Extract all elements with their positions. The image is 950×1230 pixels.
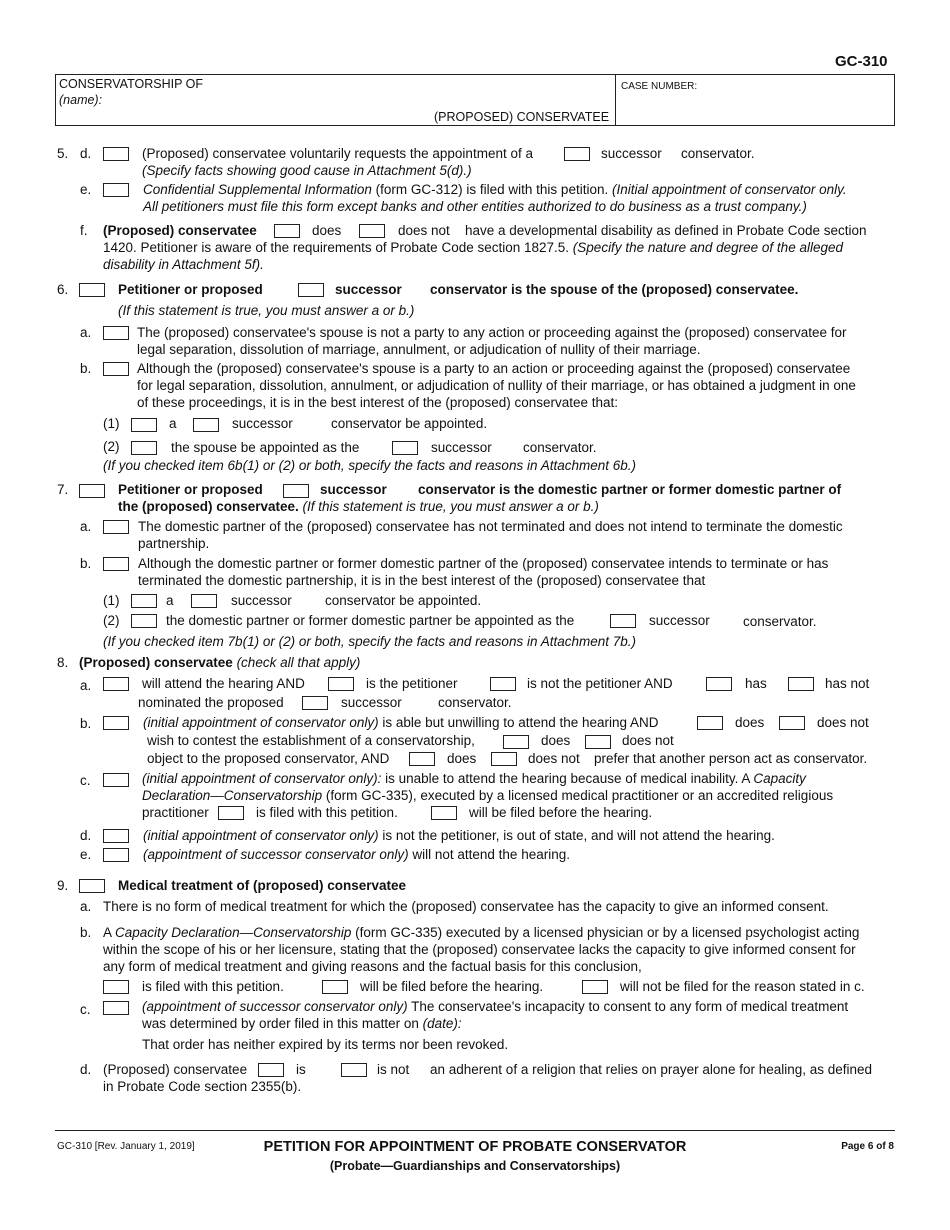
item-6b1-text: conservator be appointed. — [331, 416, 488, 431]
is-label: is — [296, 1062, 306, 1077]
item-5f-does-not-checkbox[interactable] — [359, 224, 385, 238]
item-6-successor-checkbox[interactable] — [298, 283, 324, 297]
item-5f-line3: disability in Attachment 5f). — [103, 257, 264, 272]
item-8a-checkbox[interactable] — [103, 677, 129, 691]
item-9c-line1 — [142, 999, 848, 1015]
item-5-number: 5. — [57, 146, 69, 161]
will-not-be-filed-label: will not be filed for the reason stated in c. — [620, 979, 865, 994]
item-7a-letter: a. — [80, 519, 92, 534]
item-8d-text — [143, 828, 775, 844]
item-8e-checkbox[interactable] — [103, 848, 129, 862]
has-label: has — [745, 676, 767, 691]
item-6a-letter: a. — [80, 325, 92, 340]
is-filed-label: is filed with this petition. — [142, 979, 284, 994]
will-be-filed-label: will be filed before the hearing. — [469, 805, 653, 820]
item-8d-letter: d. — [80, 828, 92, 843]
item-7b-checkbox[interactable] — [103, 557, 129, 571]
is-petitioner-label: is the petitioner — [366, 676, 458, 691]
item-9c-note: (appointment of successor conservator only) — [142, 999, 408, 1014]
item-6b-line3: of these proceedings, it is in the best interest of the (proposed) conservatee that: — [137, 395, 619, 410]
item-7a-line2: partnership. — [138, 536, 210, 551]
item-9b-will-file-checkbox[interactable] — [322, 980, 348, 994]
item-8c-letter: c. — [80, 773, 91, 788]
form-subtitle: (Probate—Guardianships and Conservatorships) — [329, 1159, 621, 1173]
item-7b1-text: conservator be appointed. — [325, 593, 482, 608]
article-a: a — [169, 416, 177, 431]
item-7b1-checkbox[interactable] — [131, 594, 157, 608]
item-6b2-text: the spouse be appointed as the — [171, 440, 360, 455]
item-8c-note: (initial appointment of conservator only): — [142, 771, 382, 786]
declaration-title: Declaration—Conservatorship — [142, 788, 323, 803]
successor-label: successor — [431, 440, 492, 455]
item-7b-line1: Although the domestic partner or former domestic partner of the (proposed) conservatee intends to terminate or has — [138, 556, 829, 571]
item-6-checkbox[interactable] — [79, 283, 105, 297]
item-7-number: 7. — [57, 482, 69, 497]
item-7a-checkbox[interactable] — [103, 520, 129, 534]
proposed-conservatee-label: (PROPOSED) CONSERVATEE — [434, 110, 610, 124]
item-8b-line3-end: prefer that another person act as conservator. — [594, 751, 868, 766]
item-5d-text: (Proposed) conservatee voluntarily requests the appointment of a — [142, 146, 533, 161]
item-7-heading-rest: conservator is the domestic partner or former domestic partner of — [418, 482, 842, 497]
item-5f-text: have a developmental disability as defined in Probate Code section — [465, 223, 867, 238]
successor-label: successor — [335, 282, 402, 297]
item-9c-letter: c. — [80, 1002, 91, 1017]
item-6a-line1: The (proposed) conservatee's spouse is not a party to any action or proceeding against the (proposed) conservatee for — [137, 325, 847, 340]
item-8b-text: is able but unwilling to attend the hearing AND — [378, 715, 659, 730]
item-7a-line1: The domestic partner of the (proposed) conservatee has not terminated and does not intend to terminate the domestic — [138, 519, 843, 534]
item-9b-line1 — [103, 925, 859, 941]
item-9c-line2-text: was determined by order filed in this matter on — [142, 1016, 423, 1031]
item-6-number: 6. — [57, 282, 69, 297]
item-5d-successor-checkbox[interactable] — [564, 147, 590, 161]
item-9d-line2: in Probate Code section 2355(b). — [103, 1079, 302, 1094]
does-not-label: does not — [398, 223, 450, 238]
item-6b1-successor-checkbox[interactable] — [193, 418, 219, 432]
item-9d-letter: d. — [80, 1062, 92, 1077]
csi-title: Confidential Supplemental Information — [143, 182, 372, 197]
item-6b2-number: (2) — [103, 439, 120, 454]
successor-label: successor — [341, 695, 402, 710]
item-8c-text: is unable to attend the hearing because of medical inability. A — [381, 771, 754, 786]
does-not-label: does not — [817, 715, 869, 730]
item-8c-filed-checkbox[interactable] — [218, 806, 244, 820]
conservatorship-label: CONSERVATORSHIP OF — [59, 77, 204, 91]
does-label: does — [447, 751, 477, 766]
item-7-heading: Petitioner or proposed — [118, 482, 263, 497]
item-6b2-successor-checkbox[interactable] — [392, 441, 418, 455]
item-5e-checkbox[interactable] — [103, 183, 129, 197]
item-9-checkbox[interactable] — [79, 879, 105, 893]
item-5d-letter: d. — [80, 146, 92, 161]
case-number-label: CASE NUMBER: — [621, 81, 698, 92]
item-8b-line3: object to the proposed conservator, AND — [147, 751, 390, 766]
item-8b-line2: wish to contest the establishment of a conservatorship, — [147, 733, 475, 748]
caption-divider — [615, 74, 616, 126]
does-label: does — [541, 733, 571, 748]
item-8a-letter: a. — [80, 678, 92, 693]
article-a: a — [166, 593, 174, 608]
item-9c-checkbox[interactable] — [103, 1001, 129, 1015]
date-field[interactable] — [490, 1014, 790, 1030]
item-8c-line1 — [142, 771, 806, 787]
case-number-field[interactable] — [621, 95, 886, 121]
item-9d-is-checkbox[interactable] — [258, 1063, 284, 1077]
item-7-checkbox[interactable] — [79, 484, 105, 498]
form-title: PETITION FOR APPOINTMENT OF PROBATE CONSERVATOR — [263, 1139, 687, 1155]
item-7-footnote: (If you checked item 7b(1) or (2) or both, specify the facts and reasons in Attachment 7b.) — [103, 634, 637, 649]
conservator-label: conservator. — [438, 695, 512, 710]
item-8c-checkbox[interactable] — [103, 773, 129, 787]
footer-rule — [55, 1130, 895, 1131]
item-8e-letter: e. — [80, 847, 92, 862]
item-5f-line2-note: (Specify the nature and degree of the alleged — [572, 240, 843, 255]
successor-label: successor — [601, 146, 662, 161]
item-8b-letter: b. — [80, 716, 92, 731]
item-5e-text: (form GC-312) is filed with this petition. — [371, 182, 612, 197]
conservator-label: conservator. — [743, 614, 817, 629]
item-9a-text: There is no form of medical treatment for which the (proposed) conservatee has the capacity to give an informed consent. — [103, 899, 829, 914]
item-6-note: (If this statement is true, you must answer a or b.) — [118, 303, 415, 318]
item-8a-text: will attend the hearing AND — [142, 676, 305, 691]
capacity-label: Capacity — [753, 771, 806, 786]
item-5f-line2-text: 1420. Petitioner is aware of the requirements of Probate Code section 1827.5. — [103, 240, 573, 255]
does-not-label: does not — [528, 751, 580, 766]
item-8c-will-file-checkbox[interactable] — [431, 806, 457, 820]
item-8e-body: will not attend the hearing. — [408, 847, 570, 862]
item-7b2-text: the domestic partner or former domestic partner be appointed as the — [166, 613, 575, 628]
item-8b-contest-does-checkbox[interactable] — [503, 735, 529, 749]
item-5e-line2: All petitioners must file this form except banks and other entities authorized to do business as a trust company.) — [143, 199, 807, 214]
item-8b-does-not-checkbox[interactable] — [779, 716, 805, 730]
form-id: GC-310 — [835, 53, 888, 70]
item-7-successor-checkbox[interactable] — [283, 484, 309, 498]
item-9b-line2: within the scope of his or her licensure, stating that the (proposed) conservatee lacks the capacity to give informed consent for — [103, 942, 856, 957]
does-not-label: does not — [622, 733, 674, 748]
item-7b-letter: b. — [80, 556, 92, 571]
item-8a-petitioner-checkbox[interactable] — [328, 677, 354, 691]
item-8-heading — [79, 655, 360, 671]
item-5f-line2 — [103, 240, 843, 256]
conservator-label: conservator. — [681, 146, 755, 161]
successor-label: successor — [231, 593, 292, 608]
item-7b2-number: (2) — [103, 613, 120, 628]
item-8a-has-checkbox[interactable] — [706, 677, 732, 691]
item-9c-line3: That order has neither expired by its terms nor been revoked. — [142, 1037, 509, 1052]
item-9c-line2 — [142, 1016, 462, 1032]
declaration-title: Capacity Declaration—Conservatorship — [115, 925, 352, 940]
item-5e-note: (Initial appointment of conservator only. — [611, 182, 847, 197]
item-8c-line2 — [142, 788, 833, 804]
item-7b1-number: (1) — [103, 593, 120, 608]
item-8a-has-not-checkbox[interactable] — [788, 677, 814, 691]
item-5e-letter: e. — [80, 182, 92, 197]
item-9b-line3: any form of medical treatment and giving reasons and the factual basis for this conclusion, — [103, 959, 642, 974]
name-field[interactable] — [120, 90, 600, 106]
item-9b-letter: b. — [80, 925, 92, 940]
item-8e-note: (appointment of successor conservator only) — [143, 847, 409, 862]
date-label: (date): — [422, 1016, 462, 1031]
item-6a-line2: legal separation, dissolution of marriage, annulment, or adjudication of nullity of their marriage. — [137, 342, 701, 357]
item-5f-letter: f. — [80, 223, 88, 238]
item-8b-line1 — [143, 715, 659, 731]
item-9b-not-filed-checkbox[interactable] — [582, 980, 608, 994]
item-9b-a: A — [103, 925, 116, 940]
does-label: does — [312, 223, 342, 238]
item-6-heading-rest: conservator is the spouse of the (proposed) conservatee. — [430, 282, 799, 297]
item-6b1-number: (1) — [103, 416, 120, 431]
page-number: Page 6 of 8 — [841, 1141, 894, 1152]
item-6b2-checkbox[interactable] — [131, 441, 157, 455]
successor-label: successor — [320, 482, 387, 497]
item-8b-checkbox[interactable] — [103, 716, 129, 730]
item-7-line2 — [118, 499, 599, 515]
item-7-note: (If this statement is true, you must answer a or b.) — [298, 499, 599, 514]
item-8-heading-note: (check all that apply) — [232, 655, 361, 670]
item-6b1-checkbox[interactable] — [131, 418, 157, 432]
item-9-number: 9. — [57, 878, 69, 893]
item-6b-letter: b. — [80, 361, 92, 376]
item-6-footnote: (If you checked item 6b(1) or (2) or both, specify the facts and reasons in Attachment 6b.) — [103, 458, 637, 473]
item-5d-note: (Specify facts showing good cause in Attachment 5(d).) — [142, 163, 472, 178]
item-7-heading-end: the (proposed) conservatee. — [118, 499, 299, 514]
is-filed-label: is filed with this petition. — [256, 805, 398, 820]
not-petitioner-label: is not the petitioner AND — [527, 676, 673, 691]
item-8a-not-petitioner-checkbox[interactable] — [490, 677, 516, 691]
item-6b-checkbox[interactable] — [103, 362, 129, 376]
item-8-heading-bold: (Proposed) conservatee — [79, 655, 233, 670]
has-not-label: has not — [825, 676, 870, 691]
item-9b-filed-checkbox[interactable] — [103, 980, 129, 994]
item-7b1-successor-checkbox[interactable] — [191, 594, 217, 608]
item-8b-note: (initial appointment of conservator only) — [143, 715, 379, 730]
item-8c-line2-text: (form GC-335), executed by a licensed medical practitioner or an accredited religious — [322, 788, 834, 803]
conservator-label: conservator. — [523, 440, 597, 455]
will-be-filed-label: will be filed before the hearing. — [360, 979, 544, 994]
name-label: (name): — [59, 93, 103, 107]
item-7b2-successor-checkbox[interactable] — [610, 614, 636, 628]
item-9c-text: The conservatee's incapacity to consent to any form of medical treatment — [407, 999, 849, 1014]
item-6b-line2: for legal separation, dissolution, annulment, or adjudication of nullity of their marriage, or has obtained a judgment in one — [137, 378, 856, 393]
revision-label: GC-310 [Rev. January 1, 2019] — [57, 1141, 195, 1152]
item-9-heading: Medical treatment of (proposed) conservatee — [118, 878, 407, 893]
item-8d-body: is not the petitioner, is out of state, and will not attend the hearing. — [378, 828, 775, 843]
item-8b-does-checkbox[interactable] — [697, 716, 723, 730]
successor-label: successor — [232, 416, 293, 431]
item-7b-line2: terminated the domestic partnership, it is in the best interest of the (proposed) conservatee that — [138, 573, 706, 588]
item-6a-checkbox[interactable] — [103, 326, 129, 340]
item-8a-successor-checkbox[interactable] — [302, 696, 328, 710]
item-9a-letter: a. — [80, 899, 92, 914]
item-8a-line2: nominated the proposed — [138, 695, 284, 710]
successor-label: successor — [649, 613, 710, 628]
item-8b-contest-does-not-checkbox[interactable] — [585, 735, 611, 749]
item-8-number: 8. — [57, 655, 69, 670]
item-8d-note: (initial appointment of conservator only) — [143, 828, 379, 843]
item-8b-object-does-not-checkbox[interactable] — [491, 752, 517, 766]
item-8d-checkbox[interactable] — [103, 829, 129, 843]
is-not-label: is not — [377, 1062, 410, 1077]
item-6b-line1: Although the (proposed) conservatee's spouse is a party to an action or proceeding against the (proposed) conservatee — [137, 361, 851, 376]
item-7b2-checkbox[interactable] — [131, 614, 157, 628]
item-8e-text — [143, 847, 570, 863]
item-5e-line1 — [143, 182, 847, 198]
practitioner-label: practitioner — [142, 805, 209, 820]
item-5f-heading: (Proposed) conservatee — [103, 223, 257, 238]
item-5d-checkbox[interactable] — [103, 147, 129, 161]
item-5f-does-checkbox[interactable] — [274, 224, 300, 238]
does-label: does — [735, 715, 765, 730]
item-9d-text-rest: an adherent of a religion that relies on prayer alone for healing, as defined — [430, 1062, 873, 1077]
item-8b-object-does-checkbox[interactable] — [409, 752, 435, 766]
item-6-heading: Petitioner or proposed — [118, 282, 263, 297]
item-9d-is-not-checkbox[interactable] — [341, 1063, 367, 1077]
item-9d-text: (Proposed) conservatee — [103, 1062, 248, 1077]
item-9b-text: (form GC-335) executed by a licensed physician or by a licensed psychologist acting — [351, 925, 860, 940]
